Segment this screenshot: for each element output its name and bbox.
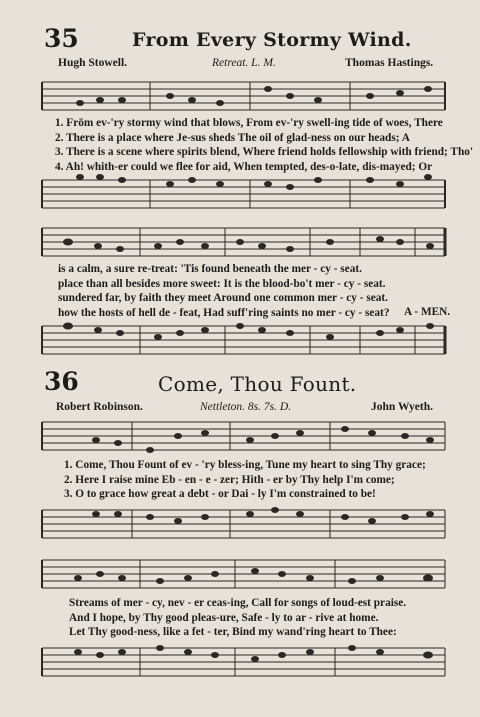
hymn-composer: Thomas Hastings. — [345, 57, 434, 69]
verse-line: how the hosts of hell de - feat, Had suff'ring saints no mer - cy - seat? — [58, 306, 390, 319]
verse-line: And I hope, by Thy good pleas-ure, Safe - ly to ar - rive at home. — [69, 611, 379, 624]
hymn-composer: John Wyeth. — [371, 401, 433, 413]
music-staff-treble — [0, 554, 480, 594]
hymn-title: Come, Thou Fount. — [158, 372, 357, 396]
verse-lines-top — [55, 116, 473, 174]
verse-line: 3. There is a scene where spirits blend, Where friend holds fellowship with friend; Tho' — [55, 146, 474, 158]
verse-line: 1. Come, Thou Fount of ev - 'ry bless-ing, Tune my heart to sing Thy grace; — [64, 459, 426, 471]
music-staff-treble — [0, 76, 480, 116]
verse-lines-bottom — [58, 262, 389, 320]
verse-line: 1. Frōm ev-'ry stormy wind that blows, From ev-'ry swell-ing tide of woes, There — [55, 117, 443, 129]
hymn-tune: Nettleton. 8s. 7s. D. — [200, 401, 292, 413]
music-staff-treble — [0, 222, 480, 262]
music-staff-treble — [0, 416, 480, 456]
verse-line: place than all besides more sweet: It is the blood-bo't mer - cy - seat. — [58, 277, 386, 290]
amen-label: A - MEN. — [404, 306, 451, 318]
hymn-author: Hugh Stowell. — [58, 57, 128, 69]
hymn-number: 36 — [44, 367, 79, 396]
music-staff-bass — [0, 642, 480, 682]
verse-line: Let Thy good-ness, like a fet - ter, Bind my wand'ring heart to Thee: — [69, 626, 397, 638]
verse-line: sundered far, by faith they meet Around one common mer - cy - seat. — [58, 292, 388, 304]
hymn-title: From Every Stormy Wind. — [132, 29, 412, 51]
hymn-tune: Retreat. L. M. — [212, 57, 276, 69]
music-staff-bass — [0, 320, 480, 360]
verse-line: 3. O to grace how great a debt - or Dai - ly I'm constrained to be! — [64, 488, 376, 500]
verse-line: Streams of mer - cy, nev - er ceas-ing, Call for songs of loud-est praise. — [69, 597, 407, 609]
verse-lines-bottom — [69, 596, 406, 640]
verse-line: 4. Ah! whith-er could we flee for aid, When tempted, des-o-late, dis-mayed; Or — [55, 160, 433, 173]
verse-lines-top — [64, 458, 426, 502]
music-staff-bass — [0, 174, 480, 214]
verse-line: 2. Here I raise mine Eb - en - e - zer; Hith - er by Thy help I'm come; — [64, 473, 395, 486]
verse-line: 2. There is a place where Je-sus sheds The oil of glad-ness on our heads; A — [55, 131, 410, 144]
music-staff-bass — [0, 504, 480, 544]
hymn-author: Robert Robinson. — [56, 401, 143, 413]
hymn-number: 35 — [44, 24, 79, 53]
verse-line: is a calm, a sure re-treat: 'Tis found beneath the mer - cy - seat. — [58, 263, 362, 275]
